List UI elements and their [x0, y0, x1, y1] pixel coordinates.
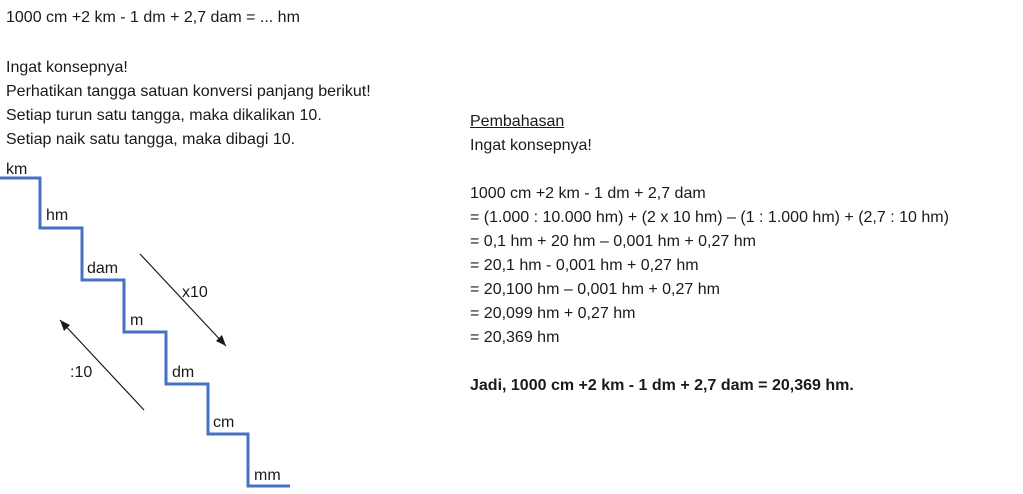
unit-label-mm: mm	[254, 467, 281, 484]
unit-label-cm: cm	[213, 414, 235, 431]
solution-step: = 20,099 hm + 0,27 hm	[470, 305, 636, 322]
solution-heading: Pembahasan	[470, 113, 565, 130]
divide-label: :10	[70, 364, 93, 381]
solution-block	[470, 110, 949, 398]
multiply-label: x10	[182, 284, 208, 301]
unit-label-km: km	[6, 161, 28, 178]
solution-step: 1000 cm +2 km - 1 dm + 2,7 dam	[470, 185, 706, 202]
question-text: 1000 cm +2 km - 1 dm + 2,7 dam = ... hm	[6, 9, 300, 26]
solution-step: = 20,1 hm - 0,001 hm + 0,27 hm	[470, 257, 699, 274]
intro-line: Ingat konsepnya!	[6, 59, 128, 76]
unit-label-m: m	[130, 312, 144, 329]
unit-label-dam: dam	[87, 260, 119, 277]
solution-step: = 20,100 hm – 0,001 hm + 0,27 hm	[470, 281, 720, 298]
solution-concept: Ingat konsepnya!	[470, 137, 592, 154]
unit-label-dm: dm	[172, 364, 195, 381]
ladder-steps	[0, 178, 290, 486]
intro-line: Setiap turun satu tangga, maka dikalikan 10.	[6, 107, 322, 124]
solution-step: = 0,1 hm + 20 hm – 0,001 hm + 0,27 hm	[470, 233, 756, 250]
unit-label-hm: hm	[46, 207, 69, 224]
solution-conclusion: Jadi, 1000 cm +2 km - 1 dm + 2,7 dam = 20,369 hm.	[470, 377, 854, 394]
intro-line: Setiap naik satu tangga, maka dibagi 10.	[6, 131, 296, 148]
intro-line: Perhatikan tangga satuan konversi panjang berikut!	[6, 83, 371, 100]
solution-step: = (1.000 : 10.000 hm) + (2 x 10 hm) – (1 : 1.000 hm) + (2,7 : 10 hm)	[470, 209, 949, 226]
solution-step: = 20,369 hm	[470, 329, 560, 346]
